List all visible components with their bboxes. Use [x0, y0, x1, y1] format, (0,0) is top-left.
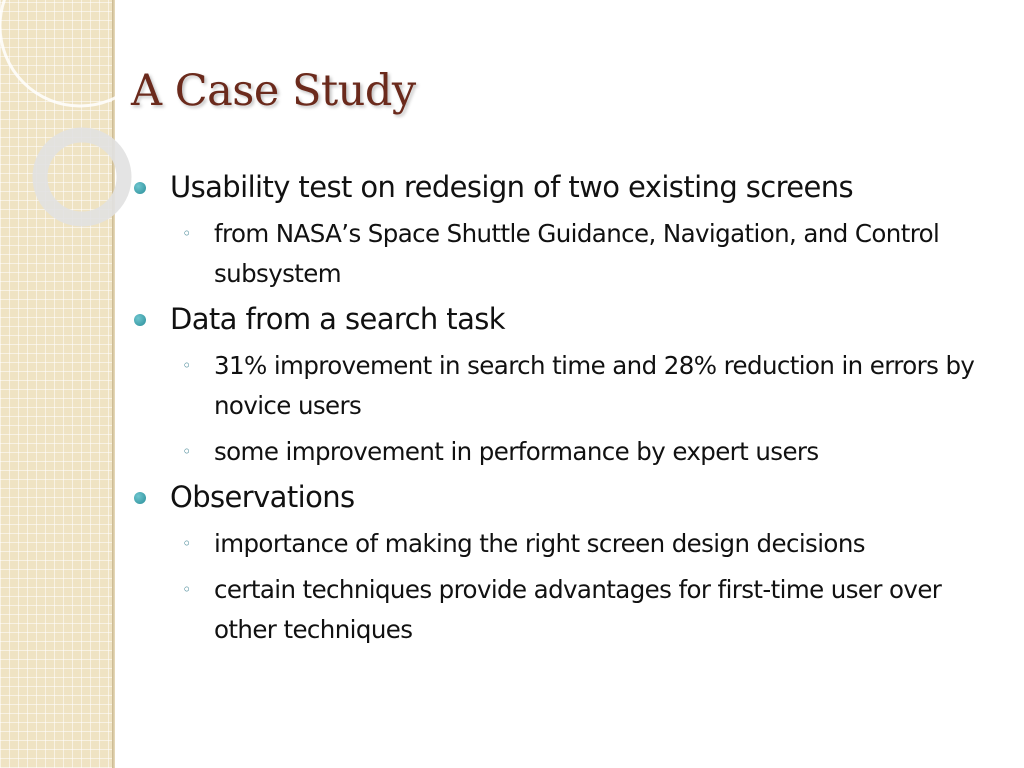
bullet-dot-icon — [134, 182, 146, 194]
bullet-text: Usability test on redesign of two existing screens — [170, 170, 854, 204]
sub-bullet-item — [130, 570, 1010, 650]
sub-bullet-text: 31% improvement in search time and 28% reduction in errors by novice users — [214, 351, 975, 420]
bullet-item — [130, 168, 1010, 206]
sub-bullet-text: some improvement in performance by expert users — [214, 437, 819, 466]
sub-bullet-item — [130, 346, 1010, 426]
bullet-dot-icon — [134, 314, 146, 326]
bullet-text: Data from a search task — [170, 302, 505, 336]
bullet-list — [130, 168, 1010, 656]
slide-title: A Case Study — [131, 66, 416, 116]
sub-bullet-circle-icon: ◦ — [182, 224, 191, 243]
bullet-dot-icon — [134, 492, 146, 504]
sub-bullet-item — [130, 214, 1010, 294]
sub-bullet-circle-icon: ◦ — [182, 356, 191, 375]
bullet-item — [130, 300, 1010, 338]
sub-bullet-item — [130, 432, 1010, 472]
sub-bullet-circle-icon: ◦ — [182, 580, 191, 599]
sub-bullet-item — [130, 524, 1010, 564]
sub-bullet-text: importance of making the right screen design decisions — [214, 529, 865, 558]
sub-bullet-circle-icon: ◦ — [182, 534, 191, 553]
sub-bullet-circle-icon: ◦ — [182, 442, 191, 461]
bullet-item — [130, 478, 1010, 516]
sub-bullet-text: from NASA’s Space Shuttle Guidance, Navigation, and Control subsystem — [214, 219, 940, 288]
sub-bullet-text: certain techniques provide advantages for first-time user over other techniques — [214, 575, 942, 644]
bullet-text: Observations — [170, 480, 355, 514]
